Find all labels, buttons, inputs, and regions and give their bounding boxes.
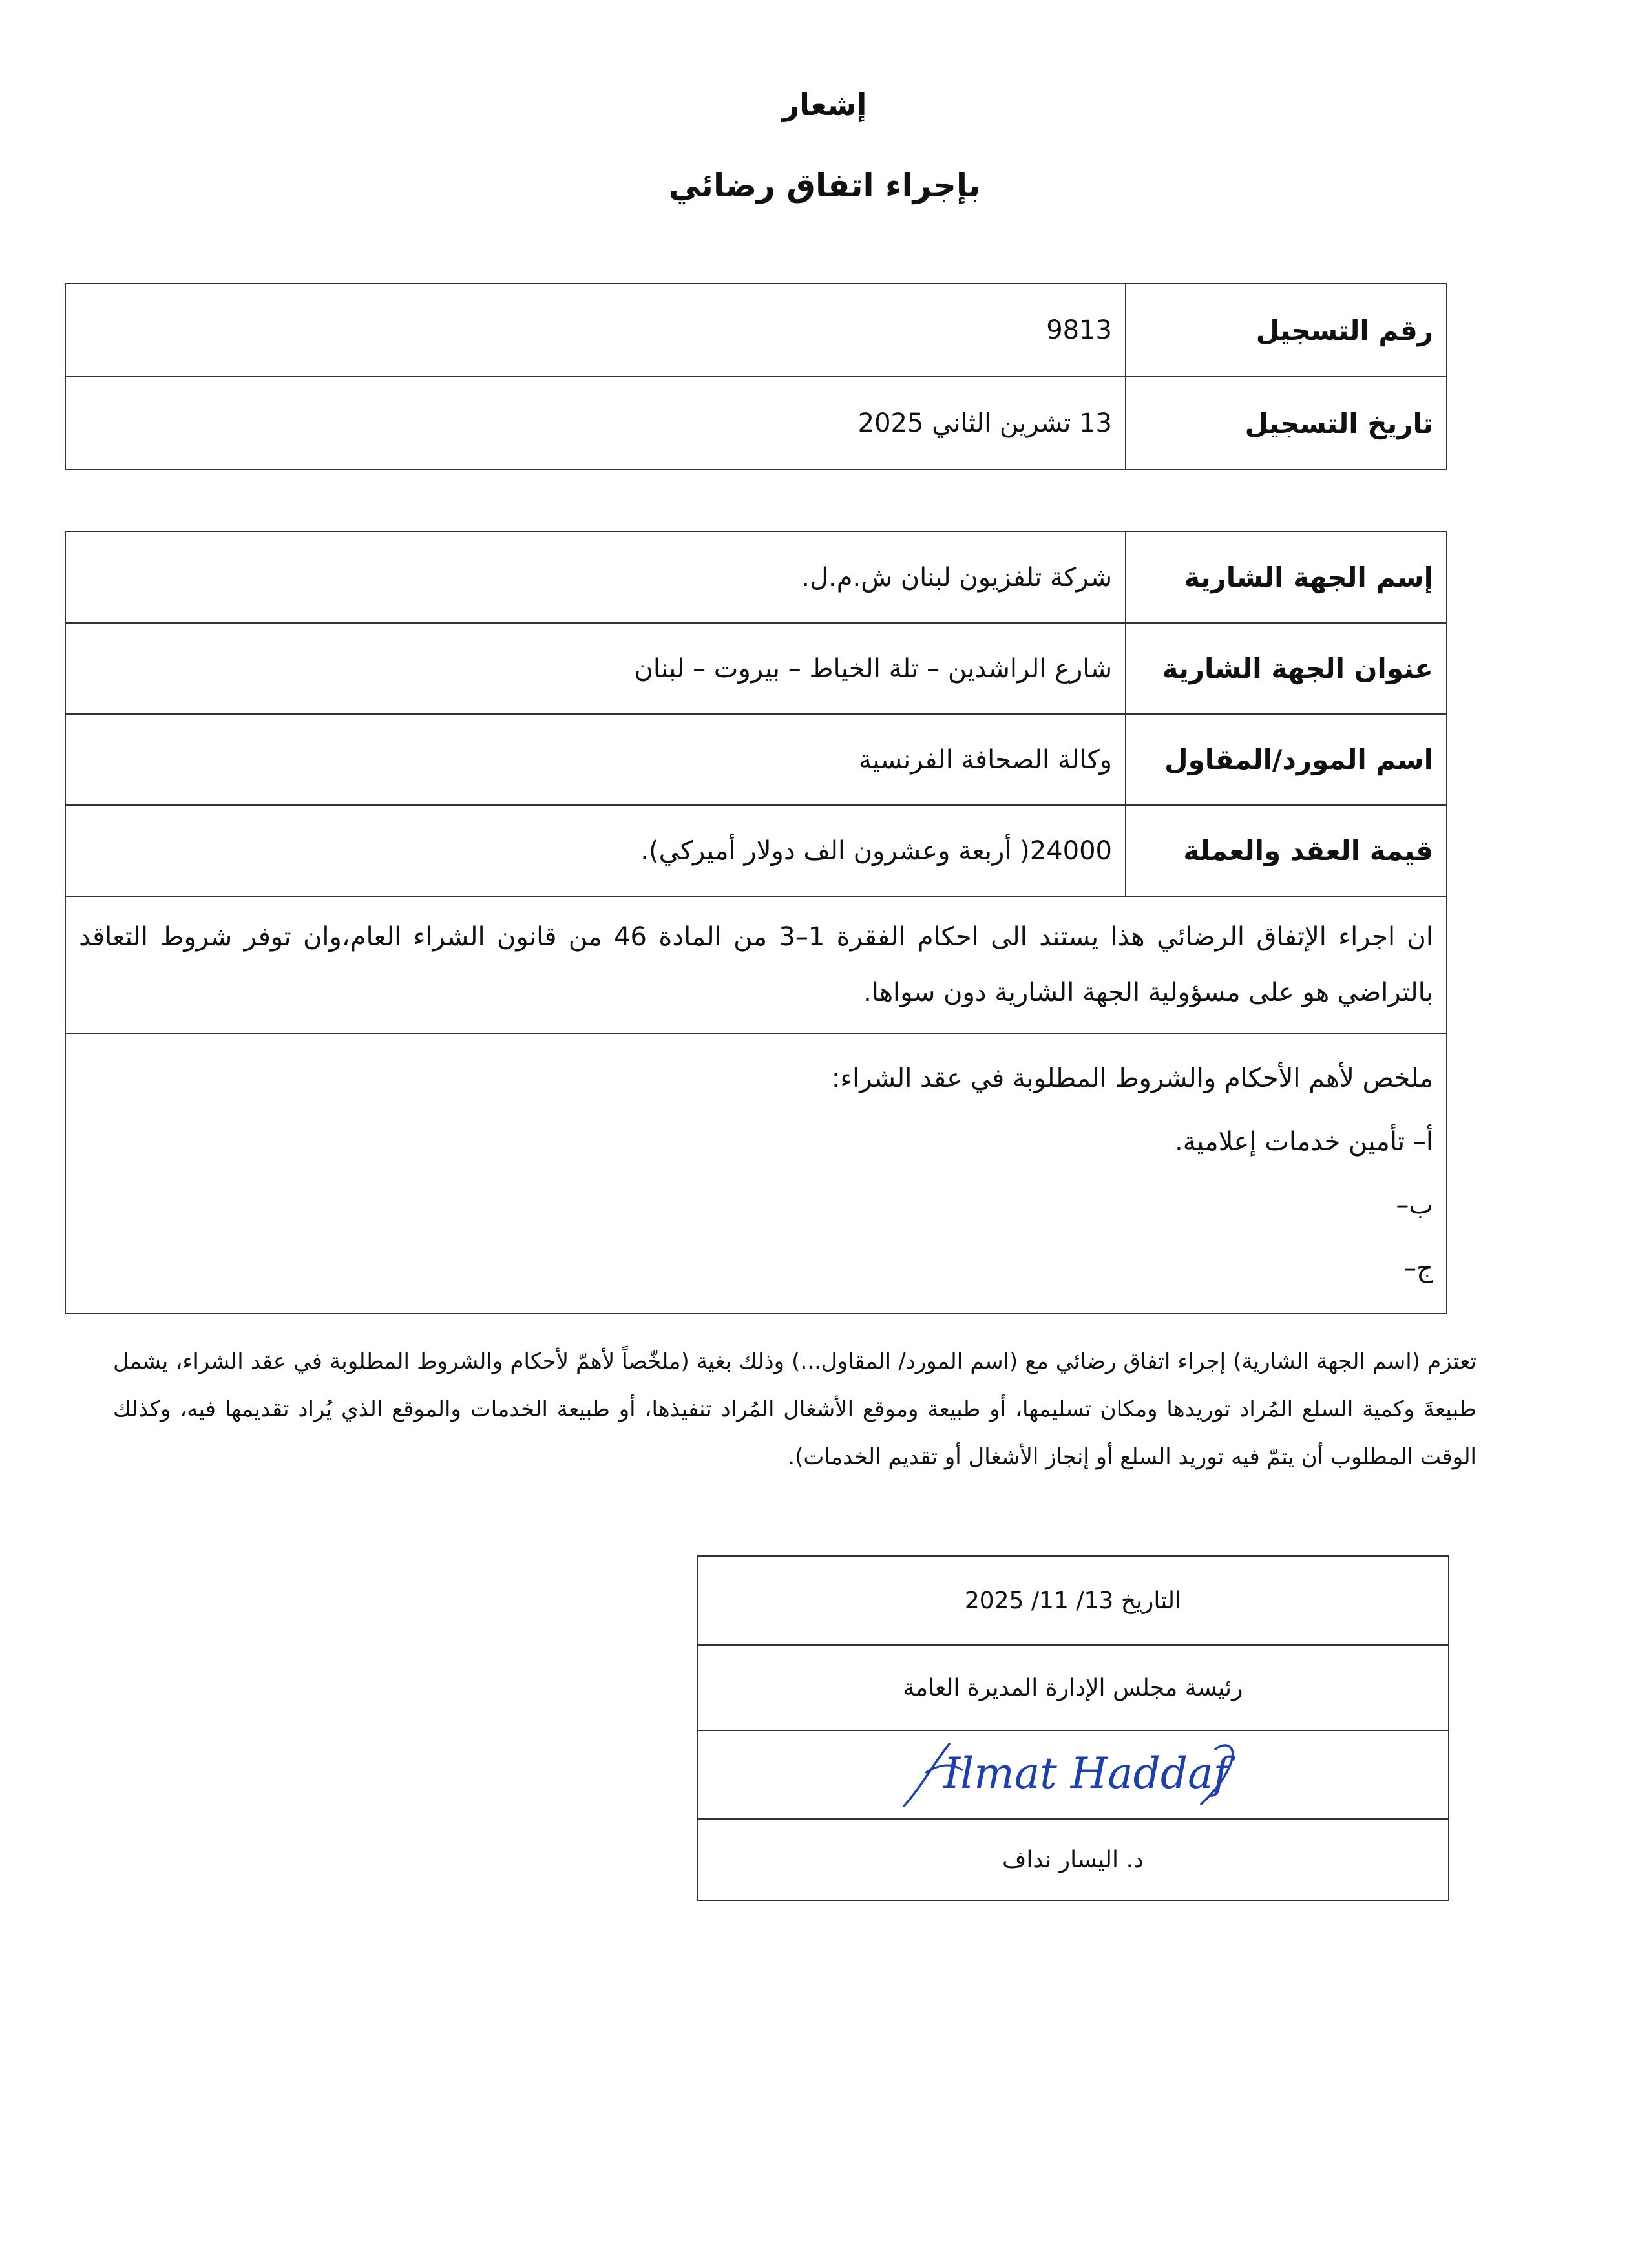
buyer-name-row xyxy=(65,532,1447,623)
document-subtitle: بإجراء اتفاق رضائي xyxy=(668,167,981,204)
buyer-name-value: شركة تلفزيون لبنان ش.م.ل. xyxy=(65,532,1126,623)
supplier-value: وكالة الصحافة الفرنسية xyxy=(65,714,1126,805)
signature-position: رئيسة مجلس الإدارة المديرة العامة xyxy=(697,1645,1449,1730)
summary-item-a: أ– تأمين خدمات إعلامية. xyxy=(1174,1127,1433,1157)
registration-date-label: تاريخ التسجيل xyxy=(1126,377,1447,470)
signature-stroke-1 xyxy=(904,1744,949,1806)
handwritten-signature xyxy=(892,1736,1254,1814)
summary-item-c: ج– xyxy=(1403,1254,1433,1283)
summary-heading: ملخص لأهم الأحكام والشروط المطلوبة في عقد الشراء: xyxy=(831,1064,1433,1093)
signature-date: التاريخ 13/ 11/ 2025 xyxy=(697,1556,1449,1645)
signature-date-row xyxy=(697,1556,1449,1645)
supplier-row xyxy=(65,714,1447,805)
summary-cell xyxy=(65,1033,1447,1314)
legal-basis-row xyxy=(65,896,1447,1033)
registration-date-value: 13 تشرين الثاني 2025 xyxy=(65,377,1126,470)
registration-number-label: رقم التسجيل xyxy=(1126,284,1447,377)
signatory-name: د. اليسار نداف xyxy=(697,1819,1449,1900)
summary-row xyxy=(65,1033,1447,1314)
signature-table xyxy=(697,1555,1449,1901)
signatory-name-row xyxy=(697,1819,1449,1900)
signature-text: Ilmat Haddaf xyxy=(943,1748,1229,1798)
buyer-address-row xyxy=(65,623,1447,714)
supplier-label: اسم المورد/المقاول xyxy=(1126,714,1447,805)
document-title: إشعار xyxy=(782,87,867,122)
legal-basis-text: ان اجراء الإتفاق الرضائي هذا يستند الى احكام الفقرة 1–3 من المادة 46 من قانون الشراء العام،وان توفر شروط التعاقد بالتراضي هو على مسؤولية الجهة الشارية دون سواها. xyxy=(65,896,1447,1033)
contract-value-value: 24000( أربعة وعشرون الف دولار أميركي). xyxy=(65,805,1126,896)
registration-date-row xyxy=(65,377,1447,470)
registration-number-value: 9813 xyxy=(65,284,1126,377)
buyer-name-label: إسم الجهة الشارية xyxy=(1126,532,1447,623)
handwritten-signature-cell xyxy=(697,1730,1449,1819)
footnote-paragraph: تعتزم (اسم الجهة الشارية) إجراء اتفاق رضائي مع (اسم المورد/ المقاول...) وذلك بغية (ملخّصاً لأهمّ لأحكام والشروط المطلوبة في عقد الشراء، يشمل طبيعةَ وكمية السلع المُراد توريدها ومكان تسليمها، أو طبيعة وموقع الأشغال المُراد تنفيذها، أو طبيعة الخدمات والموقع الذي يُراد تقديمها فيه، وكذلك الوقت المطلوب أن يتمّ فيه توريد السلع أو إنجاز الأشغال أو تقديم الخدمات). xyxy=(113,1349,1476,1470)
registration-table xyxy=(65,283,1447,470)
signature-row xyxy=(697,1730,1449,1819)
contract-details-table xyxy=(65,531,1447,1314)
buyer-address-label: عنوان الجهة الشارية xyxy=(1126,623,1447,714)
registration-number-row xyxy=(65,284,1447,377)
signature-position-row xyxy=(697,1645,1449,1730)
summary-item-b: ب– xyxy=(1396,1190,1433,1220)
contract-value-row xyxy=(65,805,1447,896)
contract-value-label: قيمة العقد والعملة xyxy=(1126,805,1447,896)
buyer-address-value: شارع الراشدين – تلة الخياط – بيروت – لبنان xyxy=(65,623,1126,714)
